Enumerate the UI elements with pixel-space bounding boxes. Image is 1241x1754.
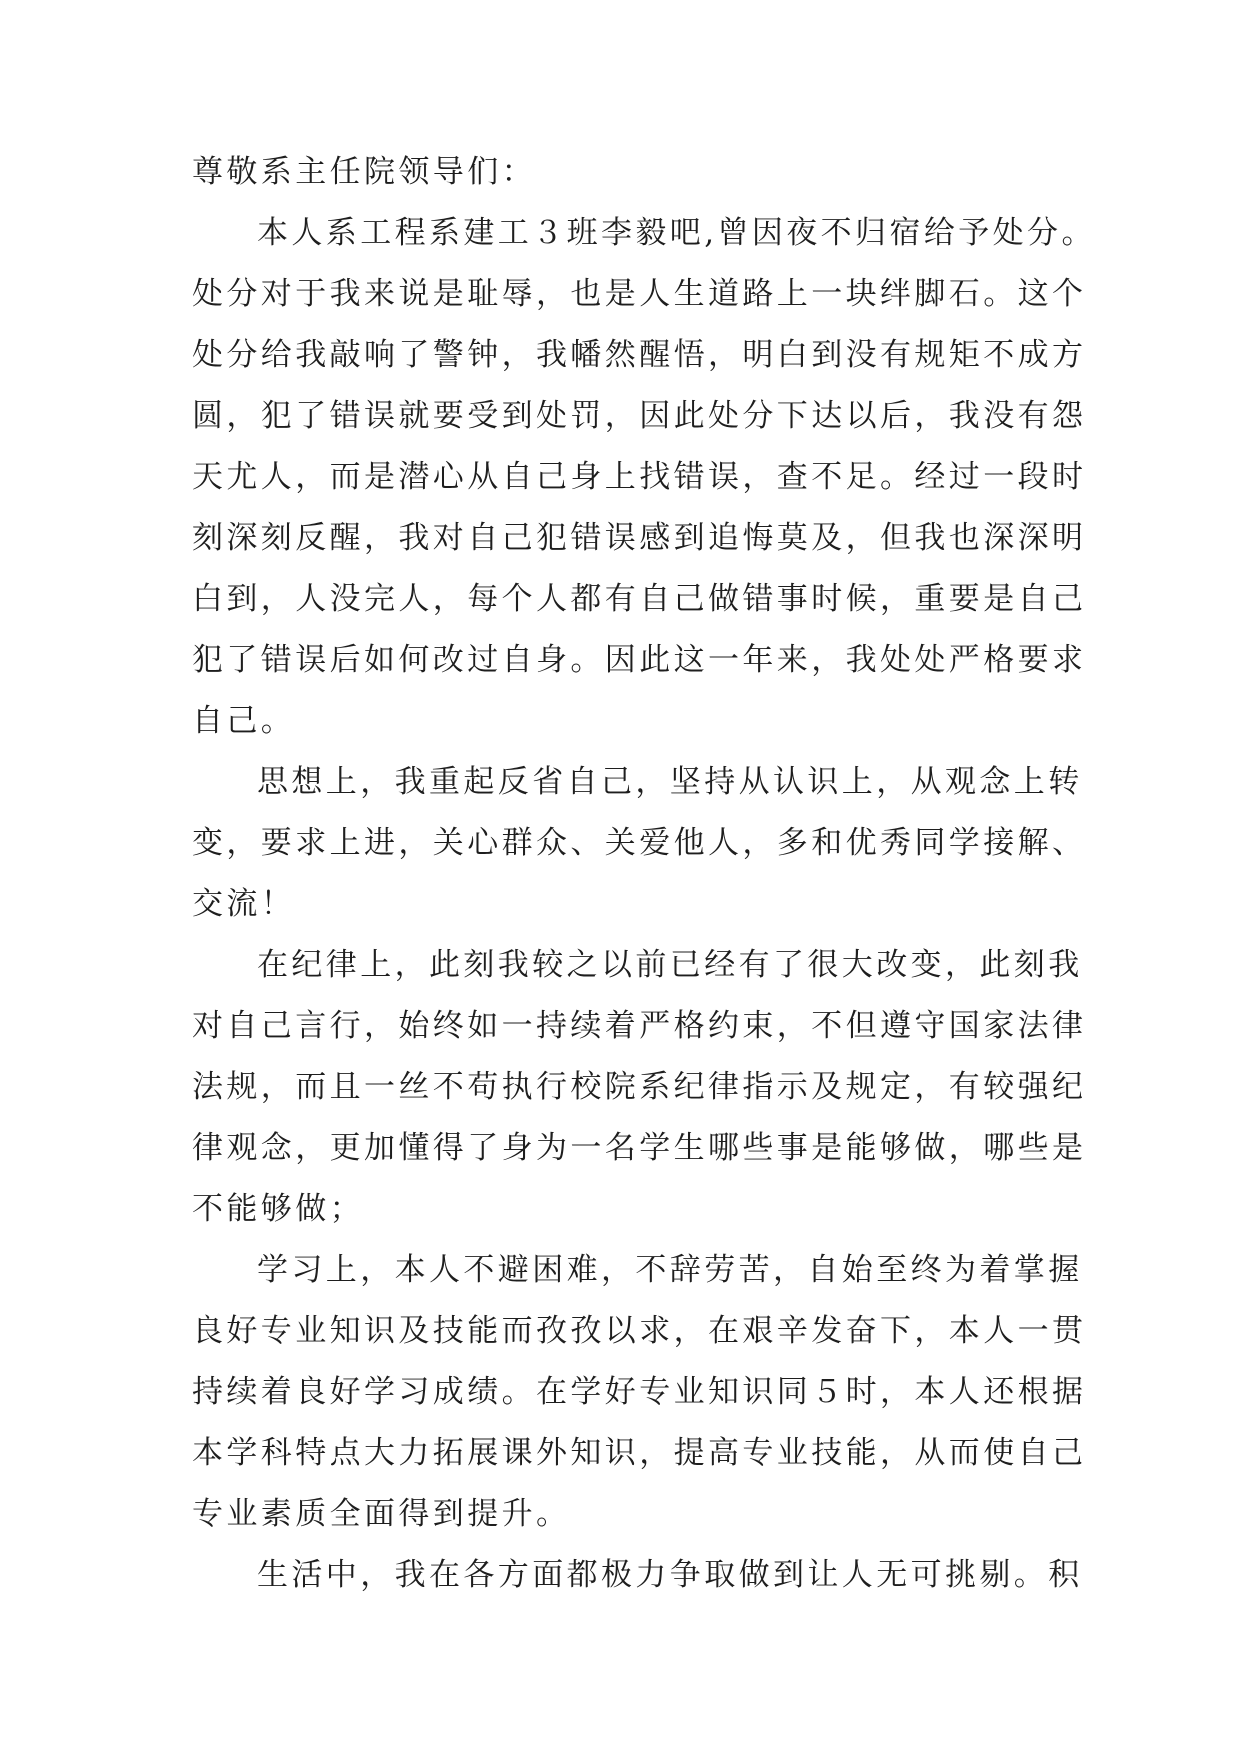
paragraph-line: 思想上，我重起反省自己，坚持从认识上，从观念上转 [257, 764, 1083, 800]
paragraph-line: 不能够做； [192, 1191, 364, 1227]
paragraph-line: 自己。 [192, 703, 296, 739]
paragraph-line: 交流！ [192, 886, 296, 922]
paragraph-line: 犯了错误后如何改过自身。因此这一年来，我处处严格要求 [192, 642, 1087, 678]
salutation-line: 尊敬系主任院领导们： [192, 154, 536, 190]
paragraph-line: 在纪律上，此刻我较之以前已经有了很大改变，此刻我 [257, 947, 1083, 983]
paragraph-line: 良好专业知识及技能而孜孜以求，在艰辛发奋下，本人一贯 [192, 1313, 1087, 1349]
paragraph-line: 白到，人没完人，每个人都有自己做错事时候，重要是自己 [192, 581, 1087, 617]
paragraph-line: 律观念，更加懂得了身为一名学生哪些事是能够做，哪些是 [192, 1130, 1087, 1166]
paragraph-line: 生活中，我在各方面都极力争取做到让人无可挑剔。积 [257, 1557, 1083, 1593]
paragraph-line: 学习上，本人不避困难，不辞劳苦，自始至终为着掌握 [257, 1252, 1083, 1288]
paragraph-line: 持续着良好学习成绩。在学好专业知识同５时，本人还根据 [192, 1374, 1087, 1410]
paragraph-line: 变，要求上进，关心群众、关爱他人，多和优秀同学接解、 [192, 825, 1087, 861]
paragraph-line: 本学科特点大力拓展课外知识，提高专业技能，从而使自己 [192, 1435, 1087, 1471]
paragraph-line: 本人系工程系建工３班李毅吧,曾因夜不归宿给予处分。 [257, 215, 1096, 251]
paragraph-line: 处分给我敲响了警钟，我幡然醒悟，明白到没有规矩不成方 [192, 337, 1087, 373]
paragraph-line: 处分对于我来说是耻辱，也是人生道路上一块绊脚石。这个 [192, 276, 1087, 312]
paragraph-line: 专业素质全面得到提升。 [192, 1496, 571, 1532]
paragraph-line: 天尤人，而是潜心从自己身上找错误，查不足。经过一段时 [192, 459, 1087, 495]
paragraph-line: 圆，犯了错误就要受到处罚，因此处分下达以后，我没有怨 [192, 398, 1087, 434]
paragraph-line: 刻深刻反醒，我对自己犯错误感到追悔莫及，但我也深深明 [192, 520, 1087, 556]
paragraph-line: 法规，而且一丝不苟执行校院系纪律指示及规定，有较强纪 [192, 1069, 1087, 1105]
paragraph-line: 对自己言行，始终如一持续着严格约束，不但遵守国家法律 [192, 1008, 1087, 1044]
